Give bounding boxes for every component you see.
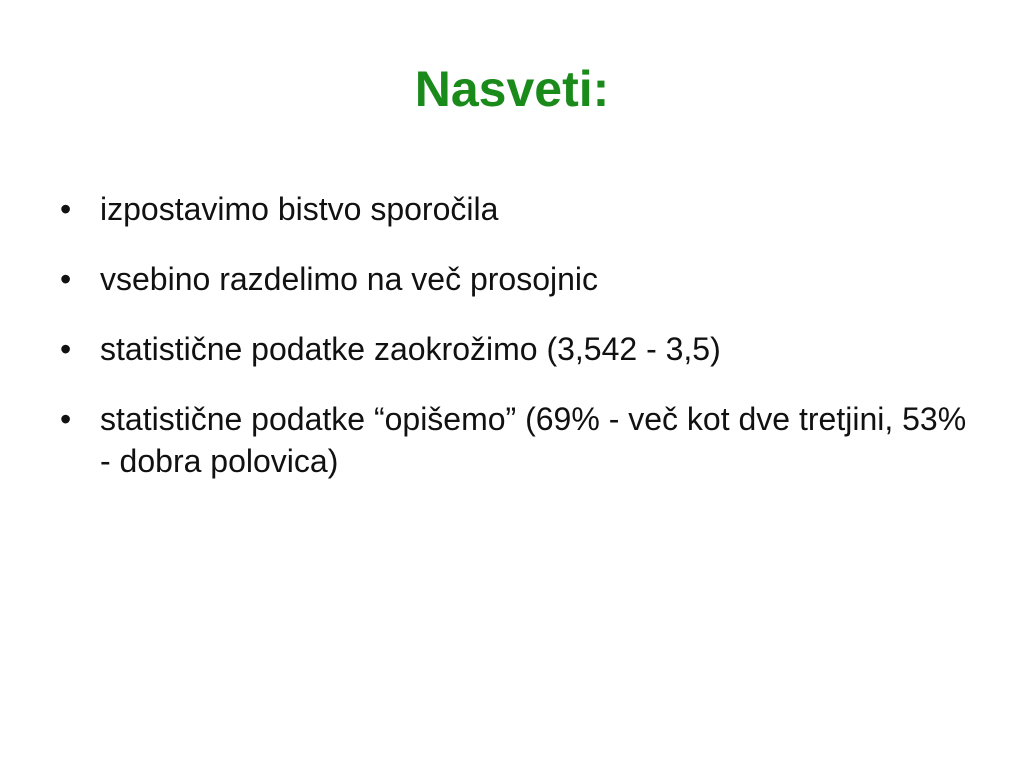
bullet-text: statistične podatke “opišemo” (69% - več kot dve tretjini, 53% - dobra polovica) xyxy=(100,401,967,479)
bullet-icon: • xyxy=(60,261,72,297)
bullet-text: vsebino razdelimo na več prosojnic xyxy=(100,261,599,297)
bullet-icon: • xyxy=(60,331,72,367)
bullet-text: statistične podatke zaokrožimo (3,542 - 3,5) xyxy=(100,331,721,367)
bullet-item xyxy=(58,188,978,230)
bullet-text: izpostavimo bistvo sporočila xyxy=(100,191,499,227)
bullet-icon: • xyxy=(60,401,72,437)
bullet-item xyxy=(58,328,978,370)
bullet-list xyxy=(58,188,978,510)
bullet-item xyxy=(58,398,978,482)
bullet-item xyxy=(58,258,978,300)
bullet-icon: • xyxy=(60,191,72,227)
slide-title: Nasveti: xyxy=(414,61,610,117)
